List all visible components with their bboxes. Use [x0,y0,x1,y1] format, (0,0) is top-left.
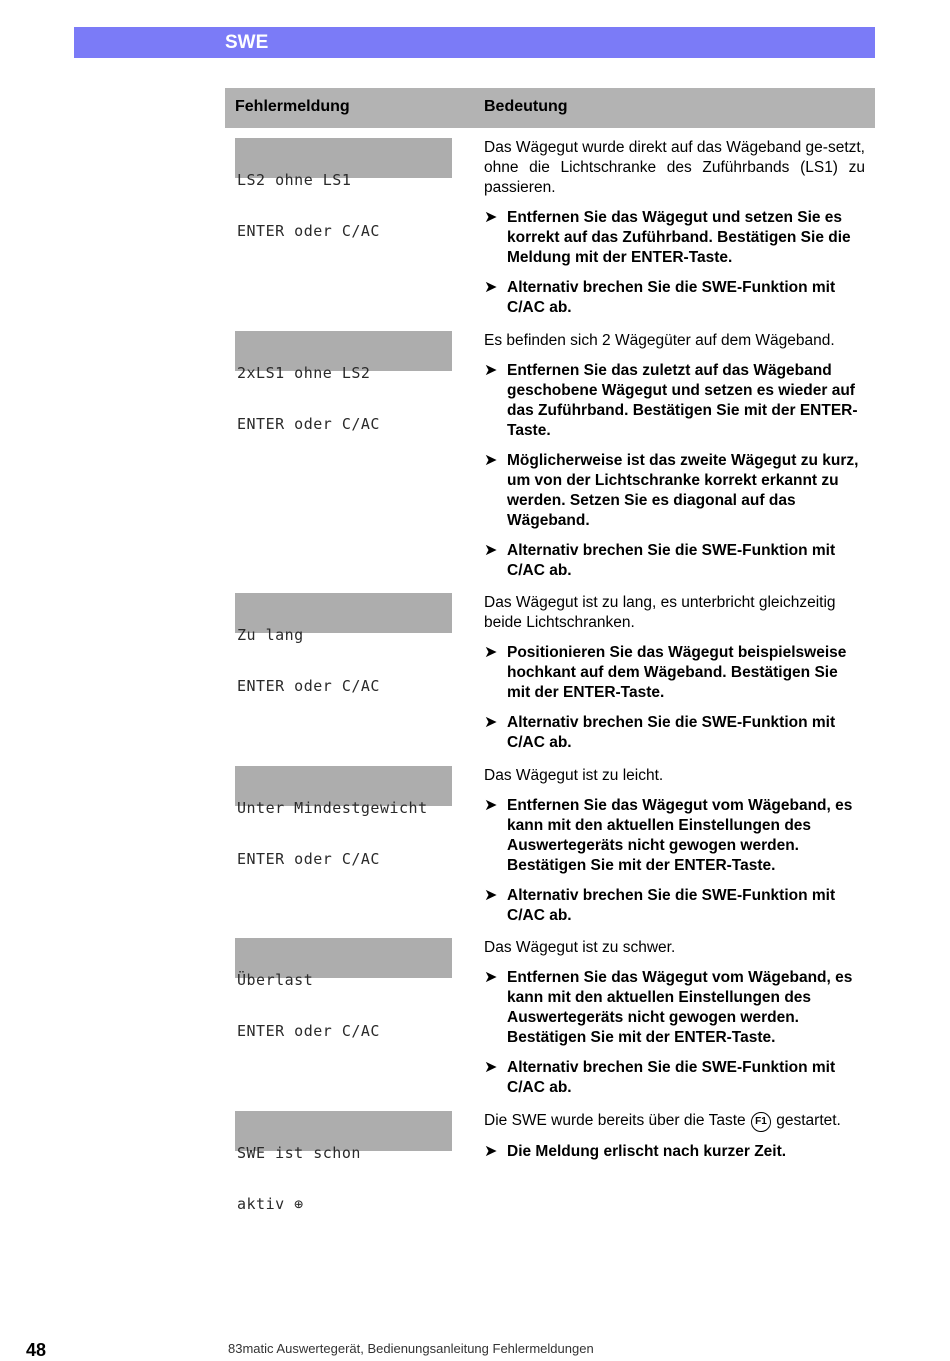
lcd-display [235,766,452,868]
meaning-text-pre: Die SWE wurde bereits über die Taste [484,1112,746,1129]
action-text: Entfernen Sie das Wägegut und setzen Sie es korrekt auf das Zuführband. Bestätigen Sie die Meldung mit der ENTER-Taste. [507,209,851,266]
action-item [484,1058,865,1098]
action-text: Alternativ brechen Sie die SWE-Funktion mit C/AC ab. [507,279,836,316]
action-item [484,1142,865,1162]
meaning-cell [484,593,865,763]
meaning-text: Das Wägegut ist zu lang, es unterbricht gleichzeitig beide Lichtschranken. [484,594,836,631]
section-header-bar [74,27,875,58]
column-header-meaning: Bedeutung [484,98,568,115]
lcd-line-2: ENTER oder C/AC [237,415,380,433]
action-text: Alternativ brechen Sie die SWE-Funktion mit C/AC ab. [507,542,836,579]
lcd-line-1: Überlast [237,971,314,989]
action-text: Die Meldung erlischt nach kurzer Zeit. [507,1143,787,1160]
lcd-line-1: Zu lang [237,626,304,644]
meaning-cell [484,138,865,328]
lcd-display [235,593,452,695]
lcd-display [235,1111,452,1213]
lcd-line-2: ENTER oder C/AC [237,677,380,695]
lcd-line-2: ENTER oder C/AC [237,850,380,868]
meaning-cell [484,938,865,1108]
lcd-display [235,331,452,433]
lcd-display [235,138,452,240]
arrow-bullet-icon: ➤ [484,542,498,559]
arrow-bullet-icon: ➤ [484,714,498,731]
lcd-line-1: 2xLS1 ohne LS2 [237,364,371,382]
action-item [484,886,865,926]
column-header-error-message: Fehlermeldung [235,98,350,115]
lcd-line-2: aktiv ⊕ [237,1195,304,1213]
action-item [484,451,865,531]
action-item [484,968,865,1048]
arrow-bullet-icon: ➤ [484,887,498,904]
arrow-bullet-icon: ➤ [484,969,498,986]
action-item [484,643,865,703]
f1-key-icon: F1 [751,1112,771,1132]
arrow-bullet-icon: ➤ [484,452,498,469]
action-text: Alternativ brechen Sie die SWE-Funktion mit C/AC ab. [507,714,836,751]
lcd-line-1: SWE ist schon [237,1144,361,1162]
lcd-line-2: ENTER oder C/AC [237,1022,380,1040]
meaning-text: Es befinden sich 2 Wägegüter auf dem Wägeband. [484,332,835,349]
action-text: Möglicherweise ist das zweite Wägegut zu kurz, um von der Lichtschranke korrekt erkannt zu werden. Setzen Sie es diagonal auf das Wägeband. [507,452,859,529]
action-text: Entfernen Sie das Wägegut vom Wägeband, es kann mit den aktuellen Einstellungen des Auswertegeräts nicht gewogen werden. Bestätigen Sie mit der ENTER-Taste. [507,969,853,1046]
action-item [484,796,865,876]
lcd-display [235,938,452,1040]
arrow-bullet-icon: ➤ [484,797,498,814]
arrow-bullet-icon: ➤ [484,279,498,296]
arrow-bullet-icon: ➤ [484,1143,498,1160]
action-text: Alternativ brechen Sie die SWE-Funktion mit C/AC ab. [507,1059,836,1096]
arrow-bullet-icon: ➤ [484,644,498,661]
action-item [484,361,865,441]
meaning-text-post: gestartet. [776,1112,841,1129]
lcd-line-2: ENTER oder C/AC [237,222,380,240]
lcd-line-1: LS2 ohne LS1 [237,171,352,189]
arrow-bullet-icon: ➤ [484,1059,498,1076]
section-title: SWE [225,32,269,53]
action-item [484,713,865,753]
arrow-bullet-icon: ➤ [484,362,498,379]
action-text: Positionieren Sie das Wägegut beispielsweise hochkant auf dem Wägeband. Bestätigen Sie mit der ENTER-Taste. [507,644,847,701]
action-item [484,208,865,268]
action-item [484,541,865,581]
footer-text: 83matic Auswertegerät, Bedienungsanleitung Fehlermeldungen [228,1341,594,1356]
meaning-text [484,1111,865,1132]
action-text: Alternativ brechen Sie die SWE-Funktion mit C/AC ab. [507,887,836,924]
page-number: 48 [26,1340,47,1360]
lcd-line-1: Unter Mindestgewicht [237,799,428,817]
arrow-bullet-icon: ➤ [484,209,498,226]
action-item [484,278,865,318]
meaning-text: Das Wägegut ist zu leicht. [484,767,664,784]
meaning-cell [484,331,865,591]
table-header [225,88,875,128]
action-text: Entfernen Sie das zuletzt auf das Wägeband geschobene Wägegut und setzen es wieder auf das Zuführband. Bestätigen Sie mit der ENTER-Taste. [507,362,858,439]
meaning-text: Das Wägegut ist zu schwer. [484,939,676,956]
action-text: Entfernen Sie das Wägegut vom Wägeband, es kann mit den aktuellen Einstellungen des Auswertegeräts nicht gewogen werden. Bestätigen Sie mit der ENTER-Taste. [507,797,853,874]
meaning-text: Das Wägegut wurde direkt auf das Wägeband ge-setzt, ohne die Lichtschranke des Zuführbands (LS1) zu passieren. [484,139,865,196]
meaning-cell [484,1111,865,1172]
meaning-cell [484,766,865,936]
